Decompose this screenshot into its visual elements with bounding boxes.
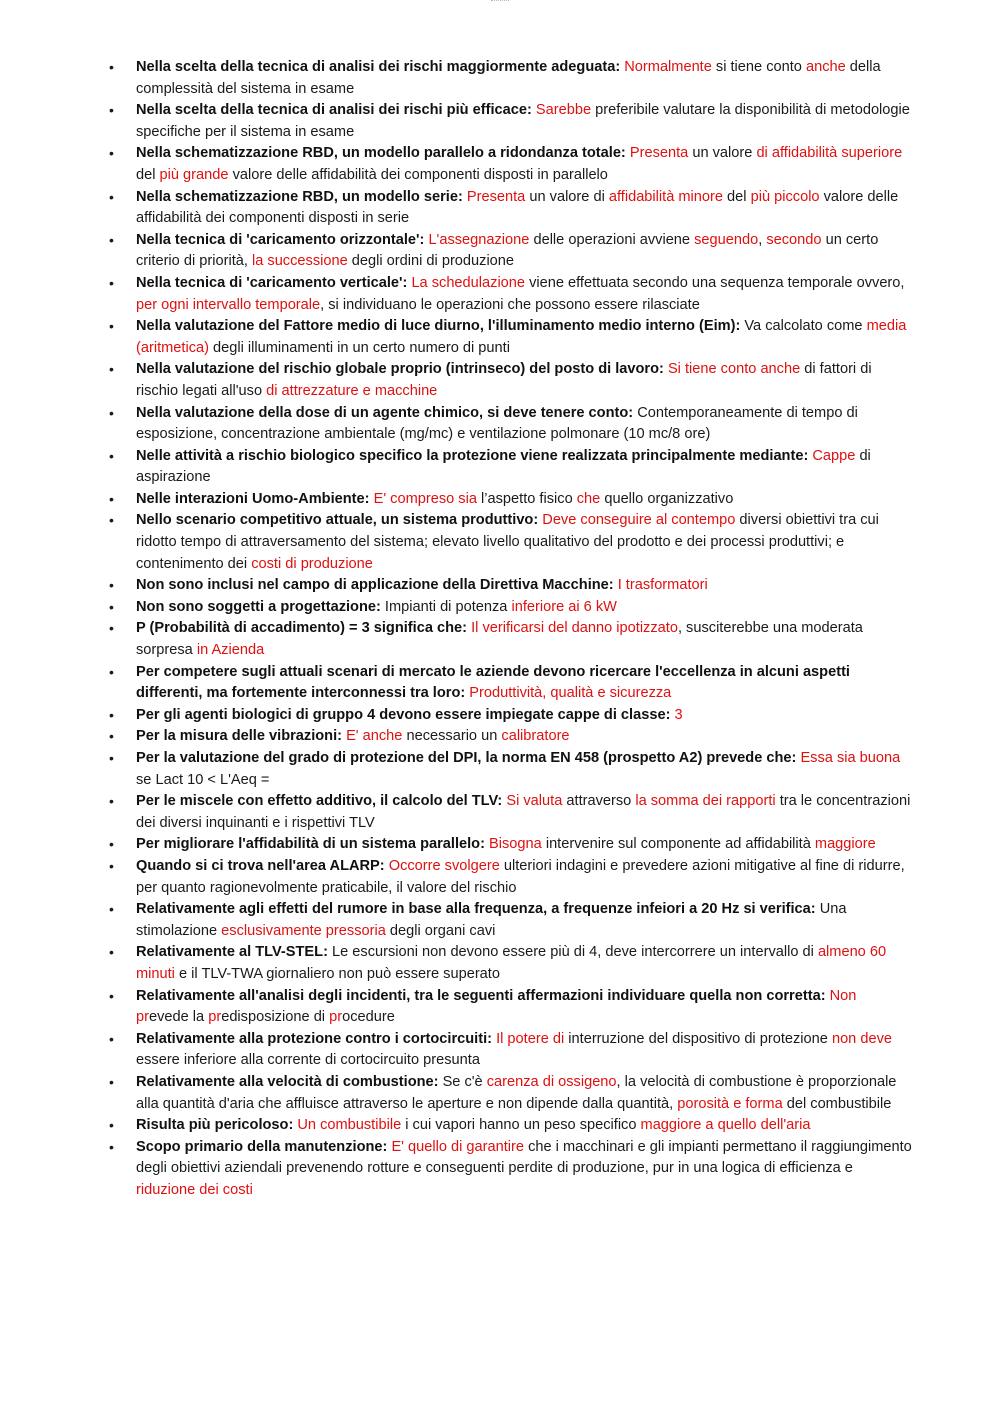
answer-text: del combustibile [782, 1095, 892, 1112]
answer-highlight: Sarebbe [535, 102, 592, 119]
list-item [109, 618, 912, 661]
answer-text: intervenire sul componente ad affidabilità [541, 836, 815, 853]
question-text: Nella valutazione del rischio globale proprio (intrinseco) del posto di lavoro: [136, 361, 664, 378]
answer-text: i cui vapori hanno un peso specifico [401, 1117, 641, 1134]
answer-highlight: Essa sia buona [800, 750, 901, 766]
bullet-icon: • [109, 59, 114, 75]
question-text: Nelle interazioni Uomo-Ambiente: [136, 490, 370, 507]
bullet-icon: • [109, 404, 114, 421]
answer-highlight: porosità e forma [677, 1095, 783, 1112]
answer-text: del [723, 188, 751, 205]
answer-text: tra le concentrazioni dei diversi inquinanti e i rispettivi TLV [136, 793, 911, 831]
question-text: Quando si ci trova nell'area ALARP: [136, 857, 385, 874]
answer-text: l’aspetto fisico [476, 490, 577, 507]
list-item [109, 834, 912, 856]
answer-highlight: E' compreso sia [373, 490, 477, 507]
answer-highlight: media (aritmetica) [136, 318, 907, 356]
question-text: Nella schematizzazione RBD, un modello parallelo a ridondanza totale: [136, 145, 626, 162]
answer-highlight: 3 [674, 706, 683, 723]
answer-text: Una stimolazione [136, 901, 847, 939]
answer-highlight: in Azienda [196, 642, 265, 659]
answer-text: essere inferiore alla corrente di cortocircuito presunta [136, 1052, 480, 1069]
question-text: Nelle attività a rischio biologico specifico la protezione viene realizzata principalmente mediante: [136, 447, 809, 464]
answer-highlight: inferiore ai 6 kW [511, 598, 617, 615]
bullet-icon: • [109, 750, 114, 766]
bullet-icon: • [109, 231, 114, 248]
answer-text: ulteriori indagini e prevedere azioni mitigative al fine di ridurre, per quanto ragionevolmente praticabile, il valore del rischio [136, 857, 905, 896]
bullet-icon: • [109, 490, 114, 507]
answer-text: degli organi cavi [385, 922, 496, 939]
question-text: Nella tecnica di 'caricamento orizzontale': [136, 231, 425, 248]
list-item [109, 942, 912, 985]
answer-highlight: pr [329, 1009, 343, 1026]
answer-highlight: almeno 60 minuti [136, 944, 887, 982]
answer-text: necessario un [402, 728, 502, 745]
list-item [109, 662, 912, 705]
bullet-icon: • [109, 188, 114, 205]
bullet-icon: • [109, 663, 114, 680]
list-item [109, 1029, 912, 1072]
answer-highlight: L'assegnazione [428, 231, 530, 248]
answer-highlight: più piccolo [750, 188, 820, 205]
answer-text: interruzione del dispositivo di protezione [564, 1030, 832, 1047]
question-text: P (Probabilità di accadimento) = 3 significa che: [136, 620, 468, 637]
list-item [109, 187, 912, 230]
list-item [109, 726, 912, 748]
answer-highlight: Occorre svolgere [388, 857, 500, 874]
answer-text: degli ordini di produzione [347, 253, 515, 270]
list-item [109, 273, 912, 316]
list-item [109, 510, 912, 575]
list-item [109, 143, 912, 186]
answer-highlight: Il verificarsi del danno ipotizzato [471, 620, 678, 637]
answer-highlight: non deve [831, 1030, 893, 1047]
list-item [109, 748, 912, 791]
answer-highlight: Si tiene conto anche [667, 361, 801, 378]
list-item [109, 1137, 912, 1202]
answer-highlight: per ogni intervallo temporale [136, 296, 321, 313]
question-text: Relativamente al TLV-STEL: [136, 944, 328, 961]
list-item [109, 57, 912, 100]
question-text: Nella valutazione del Fattore medio di luce diurno, l'illuminamento medio interno (Eim): [136, 318, 741, 335]
answer-text: valore delle affidabilità dei componenti disposti in serie [136, 188, 899, 227]
bullet-icon: • [109, 1117, 114, 1134]
answer-highlight: I trasformatori [617, 577, 708, 594]
bullet-icon: • [109, 836, 114, 853]
answer-text: ocedure [342, 1009, 395, 1026]
answer-highlight: Deve conseguire al contempo [542, 512, 736, 529]
list-item [109, 403, 912, 446]
answer-highlight: Presenta [629, 145, 689, 162]
bullet-icon: • [109, 102, 114, 119]
page-header-mark [491, 0, 509, 3]
question-text: Nella scelta della tecnica di analisi dei rischi maggiormente adeguata: [136, 59, 621, 75]
answer-text: edisposizione di [221, 1009, 330, 1026]
answer-text: se Lact 10 < L'Aeq = [136, 771, 270, 788]
answer-text: Le escursioni non devono essere più di 4, deve intercorrere un intervallo di [327, 944, 818, 961]
answer-text: preferibile valutare la disponibilità di metodologie specifiche per il sistema in esame [136, 102, 910, 140]
answer-highlight: Produttività, qualità e sicurezza [469, 685, 672, 702]
answer-text: evede la [148, 1009, 209, 1026]
answer-text: della complessità del sistema in esame [136, 59, 881, 97]
answer-text: Contemporaneamente di tempo di esposizione, concentrazione ambientale (mg/mc) e ventilazione polmonare (10 mc/8 ore) [136, 404, 858, 443]
question-text: Per la misura delle vibrazioni: [136, 728, 343, 745]
question-text: Per gli agenti biologici di gruppo 4 devono essere impiegate cappe di classe: [136, 706, 671, 723]
list-item [109, 489, 912, 511]
list-item [109, 230, 912, 273]
list-item [109, 575, 912, 597]
list-item [109, 1072, 912, 1115]
list-item [109, 899, 912, 942]
answer-highlight: affidabilità minore [608, 188, 723, 205]
bullet-icon: • [109, 1138, 114, 1155]
list-item [109, 705, 912, 727]
question-text: Per migliorare l'affidabilità di un sistema parallelo: [136, 836, 485, 853]
answer-highlight: Normalmente [624, 59, 712, 75]
bullet-icon: • [109, 577, 114, 594]
bullet-icon: • [109, 145, 114, 162]
answer-text: un valore [688, 145, 757, 162]
answer-text: di fattori di rischio legati all'uso [136, 361, 872, 399]
answer-text: , si individuano le operazioni che possono essere rilasciate [320, 296, 700, 313]
answer-text: , [758, 231, 767, 248]
answer-text: , la velocità di combustione è proporzionale alla quantità d'aria che affluisce attraverso le aperture e non dipende dalla quantità, [136, 1073, 897, 1112]
answer-text: Se c'è [438, 1073, 487, 1090]
bullet-icon: • [109, 987, 114, 1004]
bullet-icon: • [109, 274, 114, 291]
question-text: Relativamente agli effetti del rumore in base alla frequenza, a frequenze infeiori a 20 Hz si verifica: [136, 901, 816, 918]
list-item [109, 359, 912, 402]
question-text: Relativamente alla protezione contro i cortocircuiti: [136, 1030, 493, 1047]
answer-highlight: costi di produzione [251, 555, 373, 572]
answer-highlight: che [576, 490, 601, 507]
answer-highlight: seguendo [694, 231, 759, 248]
answer-highlight: secondo [766, 231, 822, 248]
answer-highlight: più grande [159, 166, 229, 183]
answer-text: , susciterebbe una moderata sorpresa [136, 620, 863, 659]
answer-text: Va calcolato come [740, 318, 867, 335]
answer-text: diversi obiettivi tra cui ridotto tempo di attraversamento del sistema; elevato livello qualitativo del prodotto e dei processi produttivi; e contenimento dei [136, 512, 879, 572]
answer-text: quello organizzativo [600, 490, 734, 507]
bullet-icon: • [109, 706, 114, 723]
question-text: Scopo primario della manutenzione: [136, 1138, 388, 1155]
answer-text: attraverso [562, 793, 636, 810]
answer-highlight: Bisogna [489, 836, 542, 853]
answer-text: delle operazioni avviene [529, 231, 695, 248]
answer-text: di aspirazione [136, 447, 871, 486]
answer-text: del [136, 166, 160, 183]
list-item [109, 1115, 912, 1137]
bullet-icon: • [109, 793, 114, 810]
answer-highlight: calibratore [501, 728, 570, 745]
answer-highlight: di attrezzature e macchine [266, 382, 438, 399]
question-text: Non sono inclusi nel campo di applicazione della Direttiva Macchine: [136, 577, 614, 594]
answer-text: e il TLV-TWA giornaliero non può essere superato [174, 965, 500, 982]
answer-highlight: Il potere di [496, 1030, 565, 1047]
answer-highlight: Un combustibile [297, 1117, 402, 1134]
bullet-icon: • [109, 361, 114, 378]
answer-text: viene effettuata secondo una sequenza temporale ovvero, [525, 274, 905, 291]
answer-highlight: esclusivamente pressoria [221, 922, 386, 939]
answer-highlight: E' anche [346, 728, 403, 745]
bullet-icon: • [109, 1030, 114, 1047]
answer-highlight: anche [805, 59, 846, 75]
bullet-icon: • [109, 901, 114, 918]
bullet-icon: • [109, 944, 114, 961]
answer-highlight: di affidabilità superiore [756, 145, 903, 162]
answer-text: si tiene conto [711, 59, 806, 75]
question-text: Nella tecnica di 'caricamento verticale': [136, 274, 408, 291]
question-text: Relativamente all'analisi degli incidenti, tra le seguenti affermazioni individuare quella non corretta: [136, 987, 826, 1004]
answer-text: un valore di [525, 188, 609, 205]
list-item [109, 791, 912, 834]
question-text: Nella valutazione della dose di un agente chimico, si deve tenere conto: [136, 404, 634, 421]
bullet-icon: • [109, 318, 114, 335]
answer-highlight: Si valuta [506, 793, 563, 810]
list-item [109, 597, 912, 619]
bullet-icon: • [109, 447, 114, 464]
list-item [109, 316, 912, 359]
answer-text: degli illuminamenti in un certo numero di punti [208, 339, 510, 356]
list-item [109, 100, 912, 143]
answer-highlight: maggiore [814, 836, 876, 853]
answer-text: Impianti di potenza [380, 598, 512, 615]
bullet-icon: • [109, 857, 114, 874]
question-text: Risulta più pericoloso: [136, 1117, 294, 1134]
question-text: Relativamente alla velocità di combustione: [136, 1073, 439, 1090]
answer-highlight: maggiore a quello dell'aria [640, 1117, 811, 1134]
answer-highlight: riduzione dei costi [136, 1181, 253, 1198]
list-item [109, 446, 912, 489]
answer-highlight: la somma dei rapporti [635, 793, 776, 810]
question-text: Non sono soggetti a progettazione: [136, 598, 381, 615]
list-item [109, 986, 912, 1029]
question-text: Per competere sugli attuali scenari di mercato le aziende devono ricercare l'eccellenza in alcuni aspetti differenti, ma fortemente interconnessi tra loro: [136, 663, 850, 702]
question-text: Per le miscele con effetto additivo, il calcolo del TLV: [136, 793, 503, 810]
bullet-icon: • [109, 620, 114, 637]
answer-highlight: Cappe [812, 447, 856, 464]
bullet-icon: • [109, 1073, 114, 1090]
answer-text: che i macchinari e gli impianti permettano il raggiungimento degli obiettivi aziendali prevenendo rotture e conseguenti perdite di produzione, pur in una logica di efficienza e [136, 1138, 912, 1177]
answer-highlight: pr [208, 1009, 222, 1026]
question-text: Nella schematizzazione RBD, un modello serie: [136, 188, 463, 205]
answer-text: un certo criterio di priorità, [136, 231, 879, 270]
question-text: Per la valutazione del grado di protezione del DPI, la norma EN 458 (prospetto A2) prevede che: [136, 750, 797, 766]
answer-highlight: E' quello di garantire [391, 1138, 525, 1155]
list-item [109, 856, 912, 899]
answer-highlight: carenza di ossigeno [486, 1073, 617, 1090]
answer-text: valore delle affidabilità dei componenti disposti in parallelo [228, 166, 608, 183]
bullet-icon: • [109, 598, 114, 615]
answer-highlight: La schedulazione [411, 274, 526, 291]
question-text: Nello scenario competitivo attuale, un sistema produttivo: [136, 512, 539, 529]
qa-list [109, 57, 912, 1201]
answer-highlight: la successione [251, 253, 348, 270]
bullet-icon: • [109, 728, 114, 745]
answer-highlight: Presenta [466, 188, 526, 205]
answer-highlight: Non pr [136, 987, 857, 1026]
question-text: Nella scelta della tecnica di analisi dei rischi più efficace: [136, 102, 532, 119]
bullet-icon: • [109, 512, 114, 529]
